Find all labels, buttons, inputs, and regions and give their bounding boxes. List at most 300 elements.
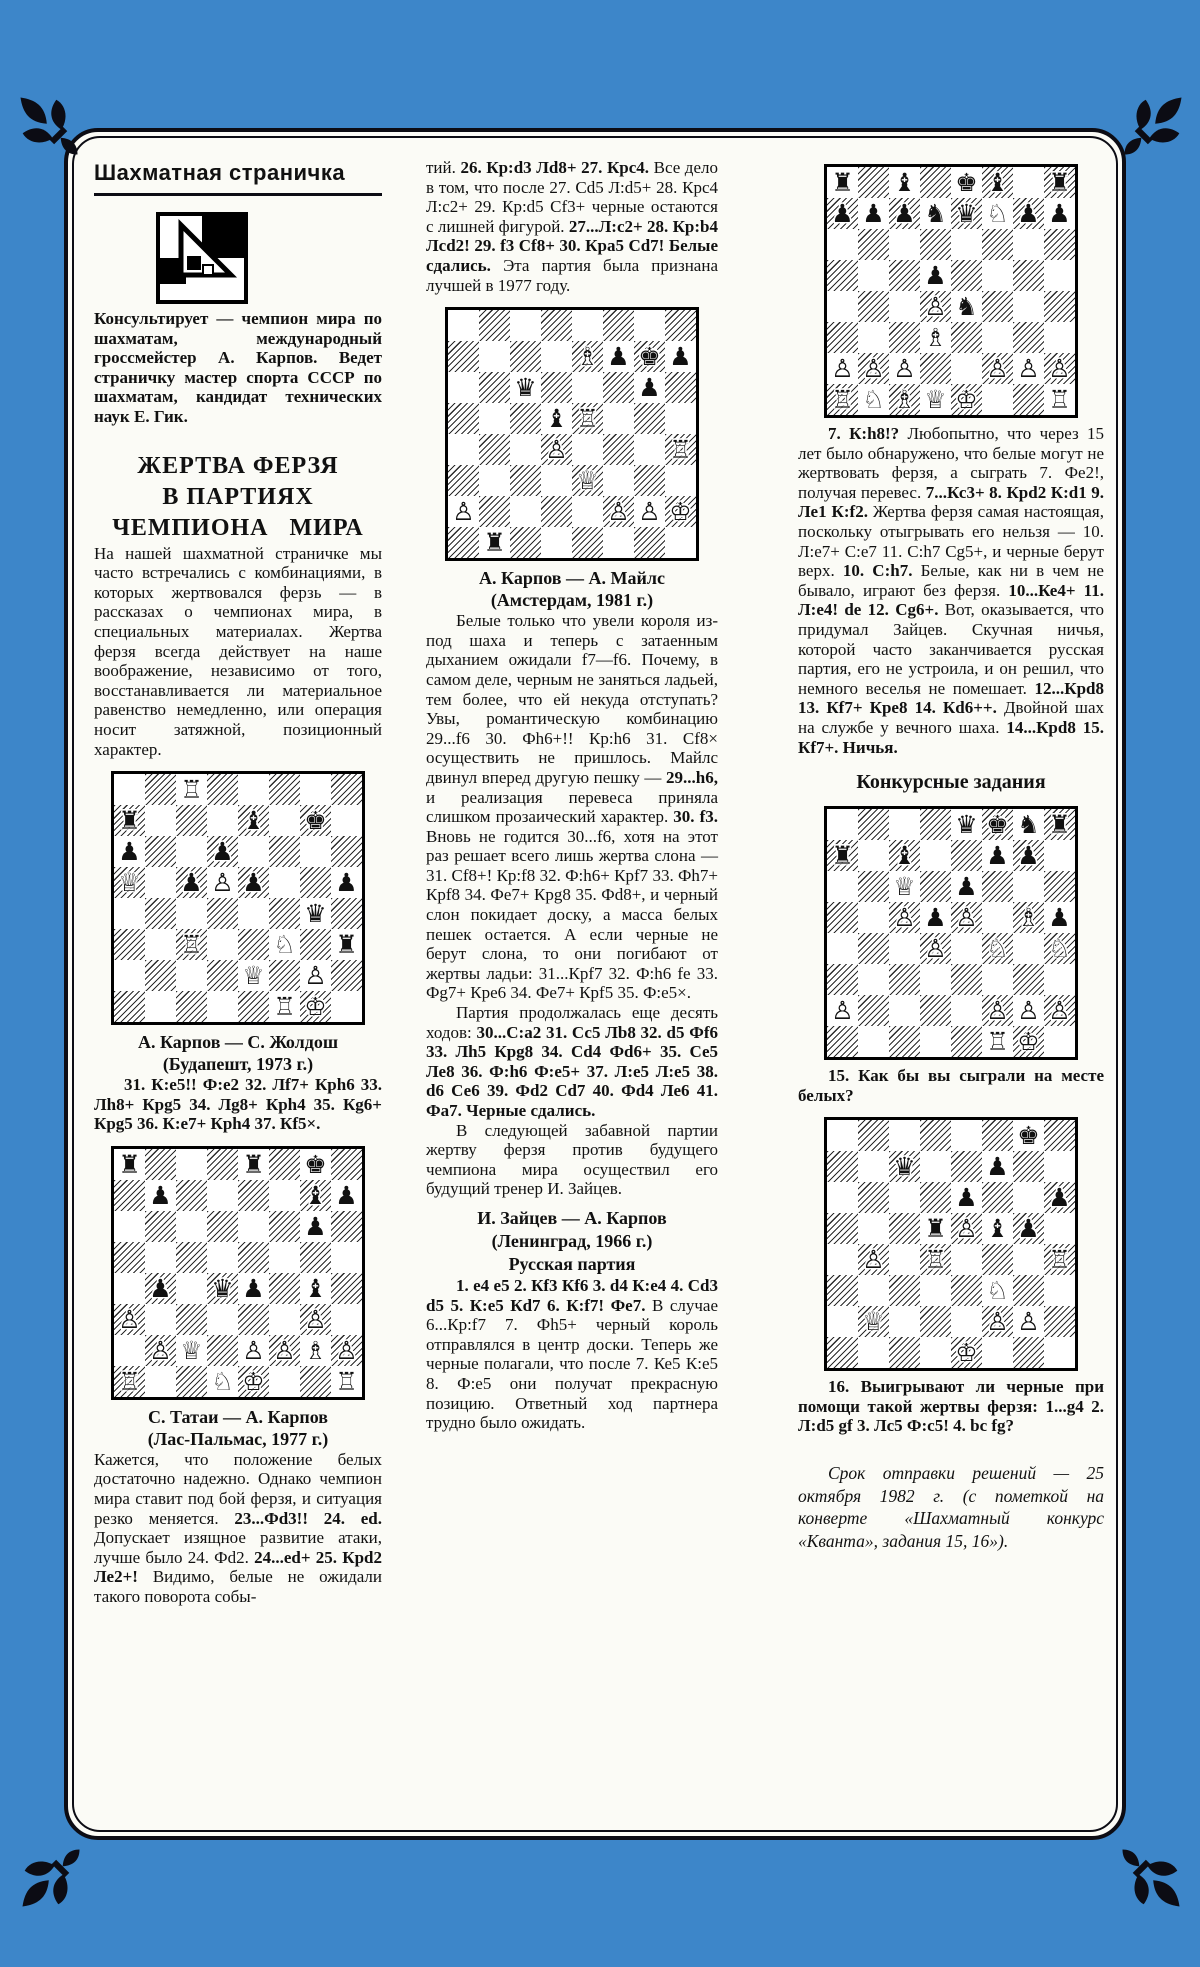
board-square — [1013, 1337, 1044, 1368]
board-square — [1044, 229, 1075, 260]
board-square — [541, 496, 572, 527]
board-square — [858, 871, 889, 902]
board-square — [114, 1149, 145, 1180]
text-segment: 14...Крd8 15. Кf7+. Ничья. — [798, 717, 1104, 757]
chess-piece: ♞ — [924, 199, 947, 228]
text-segment: Белые, как ни в чем не бывало, играют без ферзя. — [798, 561, 1104, 600]
chess-piece: ♙ — [638, 497, 661, 527]
text-segment: 12...Крd8 13. Кf7+ Кре8 14. Кd6++. — [798, 678, 1104, 718]
board-square — [858, 995, 889, 1026]
board-square — [1044, 167, 1075, 198]
game-venue: (Амстердам, 1981 г.) — [490, 590, 654, 611]
chess-piece: ♕ — [180, 1335, 203, 1365]
board-square — [145, 960, 176, 991]
board-square — [1044, 871, 1075, 902]
chess-piece: ♖ — [180, 930, 203, 960]
board-square — [982, 229, 1013, 260]
board-square — [982, 809, 1013, 840]
board-square — [951, 229, 982, 260]
chess-piece: ♚ — [986, 810, 1009, 840]
board-square — [951, 1182, 982, 1213]
board-square — [572, 496, 603, 527]
board-square — [331, 1211, 362, 1242]
board-square — [300, 836, 331, 867]
board-square — [510, 496, 541, 527]
board-square — [300, 898, 331, 929]
chess-piece: ♕ — [893, 872, 916, 902]
chess-piece: ♘ — [986, 1276, 1009, 1306]
board-square — [827, 840, 858, 871]
board-square — [982, 198, 1013, 229]
chess-diagram-task-15 — [824, 806, 1078, 1060]
board-square — [448, 527, 479, 558]
chess-piece: ♙ — [831, 354, 854, 383]
board-square — [920, 902, 951, 933]
board-square — [1044, 1182, 1075, 1213]
board-square — [145, 805, 176, 836]
board-square — [300, 929, 331, 960]
chess-piece: ♔ — [304, 992, 327, 1022]
board-square — [269, 929, 300, 960]
board-square — [920, 291, 951, 322]
text-segment: 16. Выигрывают ли черные при помощи такой жертвы ферзя: 1...g4 2. Л:d5 gf 3. Лс5 Ф:с5! 4. bc fg? — [798, 1377, 1104, 1436]
board-square — [1013, 964, 1044, 995]
chess-piece: ♔ — [242, 1366, 265, 1396]
board-square — [176, 1366, 207, 1397]
chess-piece: ♛ — [955, 810, 978, 840]
chess-piece: ♜ — [118, 1149, 141, 1179]
board-square — [982, 353, 1013, 384]
board-square — [176, 1335, 207, 1366]
text-segment: 10...Ке4+ 11. Л:е4! dе 12. Сg6+. — [798, 580, 1104, 620]
chess-piece: ♚ — [1017, 1121, 1040, 1151]
board-square — [331, 836, 362, 867]
board-square — [858, 1213, 889, 1244]
board-square — [951, 1151, 982, 1182]
board-square — [541, 403, 572, 434]
board-square — [603, 372, 634, 403]
chess-piece: ♔ — [669, 497, 692, 527]
board-square — [510, 465, 541, 496]
chess-piece: ♜ — [118, 806, 141, 836]
game-venue: (Лас-Пальмас, 1977 г.) — [147, 1428, 329, 1449]
chess-diagram-karpov-zsoldos — [111, 771, 365, 1025]
board-square — [920, 1120, 951, 1151]
board-square — [634, 527, 665, 558]
chess-piece: ♙ — [1017, 996, 1040, 1026]
board-square — [1044, 198, 1075, 229]
board-square — [889, 871, 920, 902]
board-square — [858, 933, 889, 964]
board-square — [603, 403, 634, 434]
board-square — [541, 465, 572, 496]
board-square — [827, 933, 858, 964]
board-square — [858, 1275, 889, 1306]
board-square — [114, 836, 145, 867]
board-square — [1013, 384, 1044, 415]
board-square — [858, 322, 889, 353]
board-square — [300, 960, 331, 991]
chess-piece: ♙ — [986, 354, 1009, 383]
board-square — [176, 836, 207, 867]
board-square — [951, 260, 982, 291]
chess-piece: ♙ — [955, 1214, 978, 1244]
chess-diagram-zaitsev-karpov — [824, 164, 1078, 418]
board-square — [951, 840, 982, 871]
chess-piece: ♟ — [893, 199, 916, 228]
board-square — [982, 384, 1013, 415]
chess-piece: ♟ — [1048, 1183, 1071, 1213]
chess-piece: ♟ — [955, 872, 978, 902]
board-square — [207, 774, 238, 805]
chess-piece: ♘ — [986, 199, 1009, 228]
board-square — [176, 867, 207, 898]
board-square — [827, 809, 858, 840]
chess-piece: ♜ — [1048, 810, 1071, 840]
board-square — [448, 434, 479, 465]
chess-piece: ♟ — [638, 373, 661, 403]
text-segment: 10. С:h7. — [842, 561, 913, 581]
chess-piece: ♔ — [955, 1338, 978, 1368]
chess-piece: ♙ — [831, 996, 854, 1026]
board-square — [114, 867, 145, 898]
board-square — [269, 836, 300, 867]
board-square — [603, 310, 634, 341]
moves-paragraph — [94, 1075, 382, 1134]
fleur-ornament-icon — [1099, 1826, 1200, 1929]
chess-piece: ♟ — [924, 903, 947, 933]
board-square — [827, 964, 858, 995]
board-square — [982, 260, 1013, 291]
board-square — [827, 1213, 858, 1244]
board-square — [114, 898, 145, 929]
board-square — [238, 867, 269, 898]
board-square — [269, 960, 300, 991]
board-square — [889, 198, 920, 229]
board-square — [889, 384, 920, 415]
board-square — [603, 465, 634, 496]
chess-piece: ♟ — [242, 1273, 265, 1303]
board-square — [145, 898, 176, 929]
board-square — [858, 198, 889, 229]
board-square — [858, 1244, 889, 1275]
chess-piece: ♝ — [986, 168, 1009, 197]
board-square — [207, 929, 238, 960]
board-square — [207, 1273, 238, 1304]
game-header — [426, 1207, 718, 1276]
board-square — [238, 898, 269, 929]
board-square — [951, 964, 982, 995]
board-square — [951, 809, 982, 840]
board-square — [207, 898, 238, 929]
board-square — [920, 964, 951, 995]
board-square — [665, 434, 696, 465]
board-square — [603, 527, 634, 558]
chess-piece: ♟ — [149, 1180, 172, 1210]
board-square — [331, 1149, 362, 1180]
text-segment: Срок отправки решений — 25 октября 1982 г. (с пометкой на конверте «Шахматный конкурс «Кванта», задания 15, 16»). — [798, 1463, 1104, 1551]
board-square — [920, 384, 951, 415]
board-square — [176, 929, 207, 960]
board-square — [238, 960, 269, 991]
board-square — [448, 310, 479, 341]
board-square — [269, 1211, 300, 1242]
text-segment: Эта партия была признана лучшей в 1977 году. — [426, 255, 718, 295]
board-square — [1044, 260, 1075, 291]
chess-piece: ♗ — [1017, 903, 1040, 933]
text-segment: Консультирует — чемпион мира по шахматам, международный гроссмейстер А. Карпов. Ведет страничку мастер спорта СССР по шахматам, кандидат технических наук Е. Гик. — [94, 309, 382, 426]
board-square — [1013, 353, 1044, 384]
chess-piece: ♟ — [304, 1211, 327, 1241]
deadline-note — [798, 1462, 1104, 1552]
chess-piece: ♘ — [273, 930, 296, 960]
board-square — [300, 1335, 331, 1366]
board-square — [1044, 1275, 1075, 1306]
game-opening: Русская партия — [508, 1253, 636, 1274]
board-square — [269, 898, 300, 929]
board-square — [858, 1151, 889, 1182]
chess-piece: ♙ — [1017, 1307, 1040, 1337]
board-square — [634, 372, 665, 403]
chess-piece: ♖ — [118, 1366, 141, 1396]
board-square — [176, 1149, 207, 1180]
next-game-paragraph — [426, 1121, 718, 1199]
board-square — [479, 527, 510, 558]
board-square — [269, 805, 300, 836]
board-square — [541, 341, 572, 372]
board-square — [176, 1273, 207, 1304]
board-square — [479, 496, 510, 527]
chess-piece: ♙ — [273, 1335, 296, 1365]
board-square — [665, 465, 696, 496]
board-square — [114, 1335, 145, 1366]
board-square — [479, 372, 510, 403]
board-square — [920, 1306, 951, 1337]
chess-piece: ♟ — [607, 342, 630, 372]
text-segment: 1. е4 е5 2. Кf3 Кf6 3. d4 К:е4 4. Сd3 d5 5. К:е5 Кd7 6. К:f7! Фе7. — [426, 1275, 718, 1315]
board-square — [665, 403, 696, 434]
text-segment: Видимо, белые не ожидали такого поворота собы- — [94, 1567, 382, 1607]
board-square — [269, 991, 300, 1022]
board-square — [889, 995, 920, 1026]
board-square — [1044, 840, 1075, 871]
chess-piece: ♖ — [986, 1027, 1009, 1057]
chess-piece: ♝ — [545, 404, 568, 434]
chess-piece: ♗ — [304, 1335, 327, 1365]
board-square — [238, 1211, 269, 1242]
board-square — [1044, 1120, 1075, 1151]
board-square — [920, 167, 951, 198]
tatai-paragraph — [94, 1450, 382, 1607]
board-square — [889, 1120, 920, 1151]
text-segment: Партия продолжалась еще десять ходов: — [426, 1003, 718, 1042]
chess-piece: ♗ — [893, 385, 916, 414]
board-square — [889, 1275, 920, 1306]
board-square — [827, 1026, 858, 1057]
chess-piece: ♚ — [304, 1149, 327, 1179]
board-square — [1013, 1306, 1044, 1337]
board-square — [176, 898, 207, 929]
board-square — [1044, 964, 1075, 995]
chess-piece: ♛ — [514, 373, 537, 403]
chess-piece: ♖ — [180, 775, 203, 805]
text-segment: тий. — [426, 158, 461, 177]
chess-piece: ♕ — [576, 466, 599, 496]
chess-piece: ♙ — [1017, 354, 1040, 383]
board-square — [951, 1275, 982, 1306]
board-square — [982, 1337, 1013, 1368]
section-masthead: Шахматная страничка — [94, 160, 346, 185]
board-square — [889, 229, 920, 260]
board-square — [238, 1273, 269, 1304]
chess-piece: ♟ — [211, 837, 234, 867]
zaitsev-paragraph — [426, 1276, 718, 1433]
board-square — [920, 995, 951, 1026]
board-square — [572, 372, 603, 403]
board-square — [1044, 1337, 1075, 1368]
chess-piece: ♖ — [831, 385, 854, 414]
chess-diagram-task-16 — [824, 1117, 1078, 1371]
text-segment: 26. Кр:d3 Лd8+ 27. Крс4. — [460, 158, 650, 177]
board-square — [269, 1180, 300, 1211]
chess-piece: ♕ — [242, 961, 265, 991]
board-square — [982, 871, 1013, 902]
board-square — [858, 384, 889, 415]
board-square — [827, 1337, 858, 1368]
text-segment: 30. f3. — [673, 807, 718, 827]
board-square — [510, 310, 541, 341]
board-square — [145, 1149, 176, 1180]
board-square — [269, 1242, 300, 1273]
chess-piece: ♚ — [638, 342, 661, 372]
chess-piece: ♘ — [1048, 934, 1071, 964]
board-square — [300, 1149, 331, 1180]
board-square — [951, 933, 982, 964]
board-square — [207, 1366, 238, 1397]
board-square — [982, 902, 1013, 933]
board-square — [331, 867, 362, 898]
chess-piece: ♝ — [304, 1180, 327, 1210]
board-square — [1044, 1026, 1075, 1057]
board-square — [114, 1242, 145, 1273]
miles-paragraph-1 — [426, 611, 718, 1003]
chess-piece: ♟ — [986, 841, 1009, 871]
board-square — [982, 1026, 1013, 1057]
board-square — [541, 310, 572, 341]
board-square — [858, 1026, 889, 1057]
board-square — [238, 929, 269, 960]
board-square — [982, 1120, 1013, 1151]
board-square — [827, 1275, 858, 1306]
chess-piece: ♟ — [1017, 199, 1040, 228]
board-square — [858, 229, 889, 260]
board-square — [920, 809, 951, 840]
board-square — [889, 1306, 920, 1337]
board-square — [207, 805, 238, 836]
chess-piece: ♖ — [576, 404, 599, 434]
board-square — [982, 322, 1013, 353]
text-segment: Двойной шах на службе у вечного шаха. — [798, 698, 1104, 737]
chess-piece: ♖ — [273, 992, 296, 1022]
board-square — [951, 291, 982, 322]
board-square — [889, 167, 920, 198]
text-segment: 23...Фd3!! 24. ed. — [234, 1508, 382, 1528]
board-square — [951, 871, 982, 902]
board-square — [982, 995, 1013, 1026]
board-square — [145, 1304, 176, 1335]
board-square — [634, 434, 665, 465]
board-square — [1013, 1182, 1044, 1213]
board-square — [920, 1151, 951, 1182]
board-square — [827, 902, 858, 933]
tasks-header: Конкурсные задания — [856, 771, 1046, 794]
board-square — [269, 867, 300, 898]
chess-piece: ♞ — [1017, 810, 1040, 840]
board-square — [145, 991, 176, 1022]
board-square — [603, 341, 634, 372]
chess-piece: ♟ — [1017, 1214, 1040, 1244]
board-square — [479, 403, 510, 434]
board-square — [238, 1335, 269, 1366]
chess-piece: ♙ — [607, 497, 630, 527]
chess-piece: ♟ — [149, 1273, 172, 1303]
board-square — [572, 465, 603, 496]
chess-piece: ♖ — [1048, 1245, 1071, 1275]
board-square — [982, 167, 1013, 198]
board-square — [889, 933, 920, 964]
chess-piece: ♛ — [211, 1273, 234, 1303]
board-square — [300, 867, 331, 898]
chess-piece: ♙ — [545, 435, 568, 465]
chess-piece: ♙ — [955, 903, 978, 933]
board-square — [665, 310, 696, 341]
board-square — [982, 1182, 1013, 1213]
chess-piece: ♜ — [1048, 168, 1071, 197]
board-square — [238, 1180, 269, 1211]
chess-piece: ♜ — [831, 168, 854, 197]
game-caption — [426, 567, 718, 611]
article-title-line: В ПАРТИЯХ — [162, 483, 314, 510]
chess-piece: ♙ — [149, 1335, 172, 1365]
board-square — [1013, 1213, 1044, 1244]
game-caption — [94, 1031, 382, 1075]
task-16-text — [798, 1377, 1104, 1436]
chess-piece: ♙ — [924, 292, 947, 321]
chess-piece: ♖ — [669, 435, 692, 465]
board-square — [920, 322, 951, 353]
text-segment: 7...Кс3+ 8. Крd2 К:d1 9. Ле1 К:f2. — [798, 482, 1104, 522]
board-square — [889, 902, 920, 933]
board-square — [858, 353, 889, 384]
chess-piece: ♙ — [452, 497, 475, 527]
board-square — [1013, 902, 1044, 933]
board-square — [634, 403, 665, 434]
board-square — [889, 809, 920, 840]
board-square — [920, 1213, 951, 1244]
board-square — [634, 341, 665, 372]
board-square — [572, 341, 603, 372]
board-square — [1044, 902, 1075, 933]
board-square — [269, 1366, 300, 1397]
board-square — [572, 403, 603, 434]
chess-piece: ♚ — [304, 806, 327, 836]
text-segment: 24...ed+ 25. Крd2 Ле2+! — [94, 1547, 382, 1587]
chess-piece: ♟ — [1048, 199, 1071, 228]
board-square — [1013, 322, 1044, 353]
board-square — [541, 527, 572, 558]
board-square — [300, 1211, 331, 1242]
board-square — [827, 1151, 858, 1182]
